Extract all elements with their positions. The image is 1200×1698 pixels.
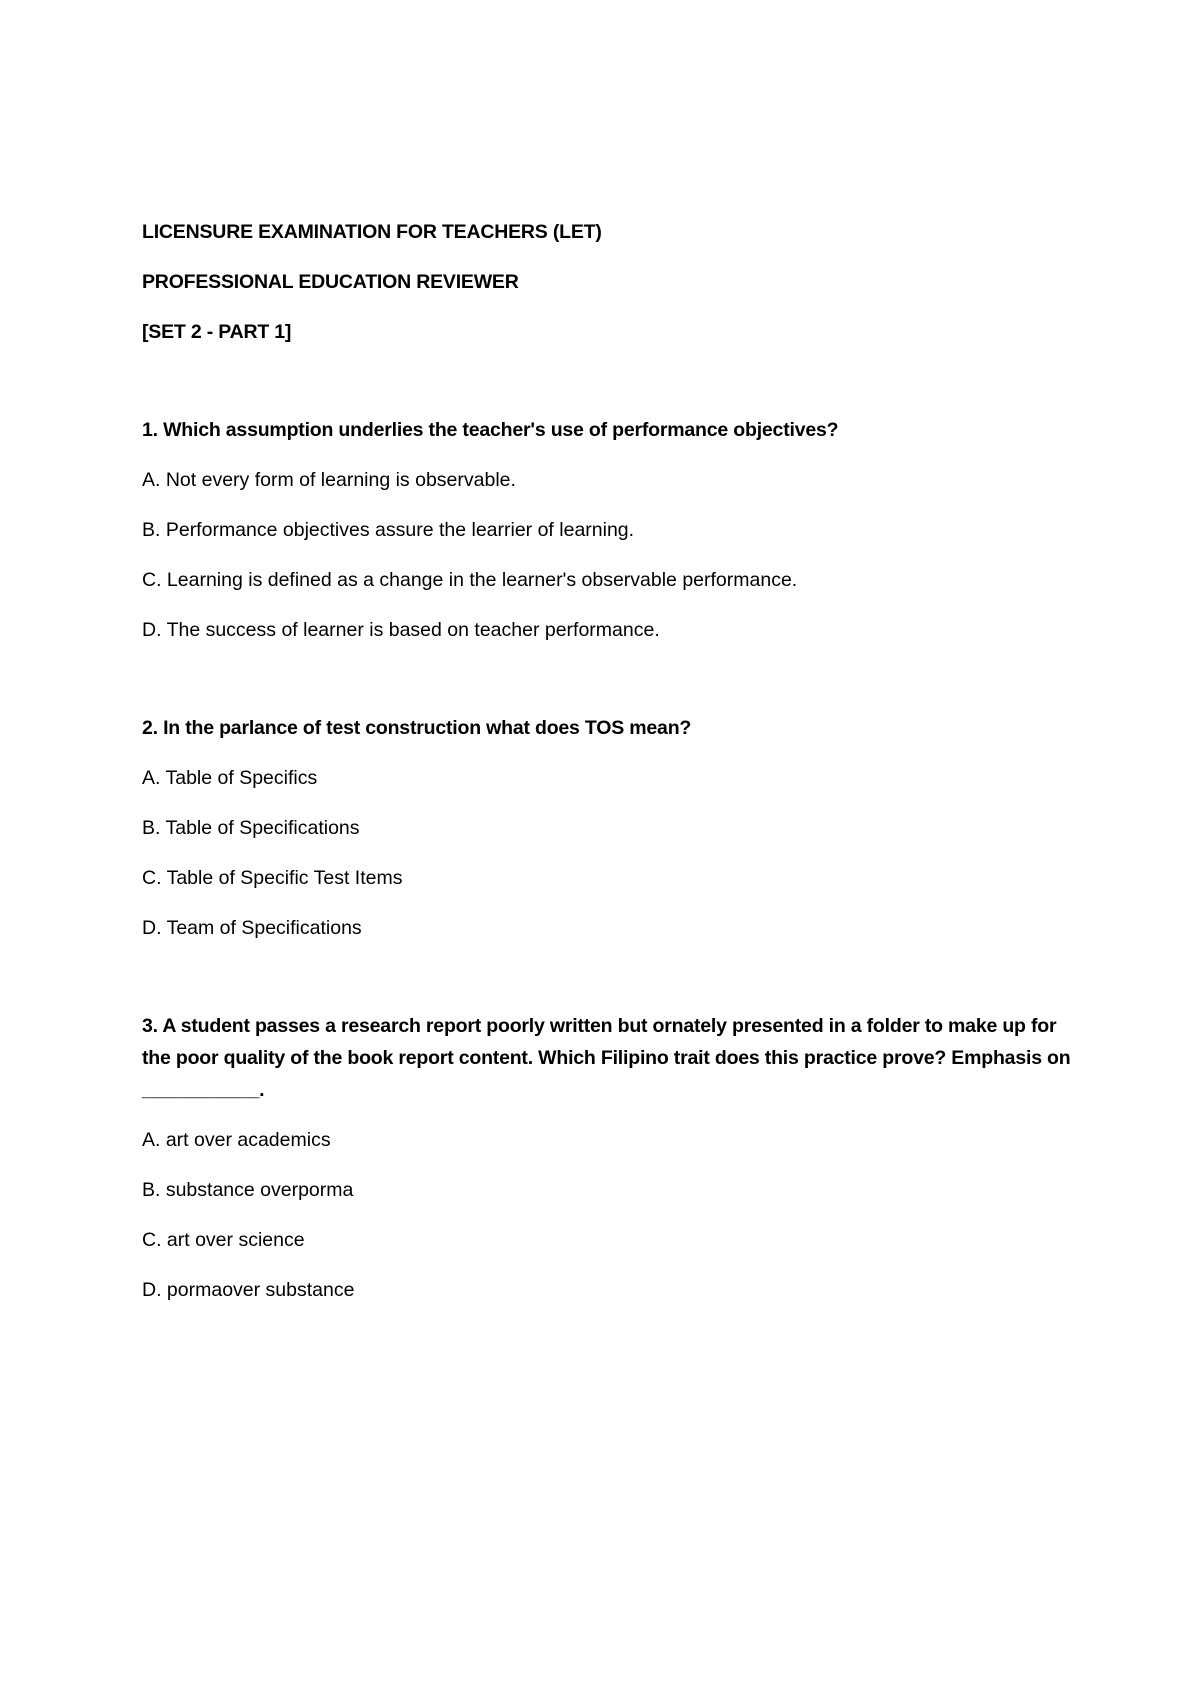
exam-title: LICENSURE EXAMINATION FOR TEACHERS (LET) bbox=[142, 221, 602, 243]
option-a: A. Not every form of learning is observable. bbox=[142, 469, 516, 491]
option-d: D. Team of Specifications bbox=[142, 917, 362, 939]
option-c: C. Learning is defined as a change in the learner's observable performance. bbox=[142, 569, 798, 591]
option-b: B. Performance objectives assure the learrier of learning. bbox=[142, 519, 635, 541]
option-b: B. Table of Specifications bbox=[142, 817, 360, 839]
question-text: 3. A student passes a research report poorly written but ornately presented in a folder to make up for the poor quality of the book report content. Which Filipino trait does this practice prove? Emphasis on ___________. bbox=[142, 1015, 1071, 1101]
option-d: D. pormaover substance bbox=[142, 1279, 355, 1301]
question-2 bbox=[142, 712, 1082, 944]
question-1 bbox=[142, 414, 1082, 646]
option-b: B. substance overporma bbox=[142, 1179, 354, 1201]
option-c: C. art over science bbox=[142, 1229, 305, 1251]
option-c: C. Table of Specific Test Items bbox=[142, 867, 403, 889]
reviewer-subtitle: PROFESSIONAL EDUCATION REVIEWER bbox=[142, 271, 519, 293]
document-content bbox=[142, 216, 1082, 1372]
option-a: A. art over academics bbox=[142, 1129, 331, 1151]
question-text: 1. Which assumption underlies the teacher's use of performance objectives? bbox=[142, 419, 839, 441]
question-text: 2. In the parlance of test construction what does TOS mean? bbox=[142, 717, 692, 739]
option-d: D. The success of learner is based on teacher performance. bbox=[142, 619, 660, 641]
document-header bbox=[142, 216, 1082, 348]
question-3 bbox=[142, 1010, 1082, 1306]
set-label: [SET 2 - PART 1] bbox=[142, 321, 292, 343]
option-a: A. Table of Specifics bbox=[142, 767, 318, 789]
